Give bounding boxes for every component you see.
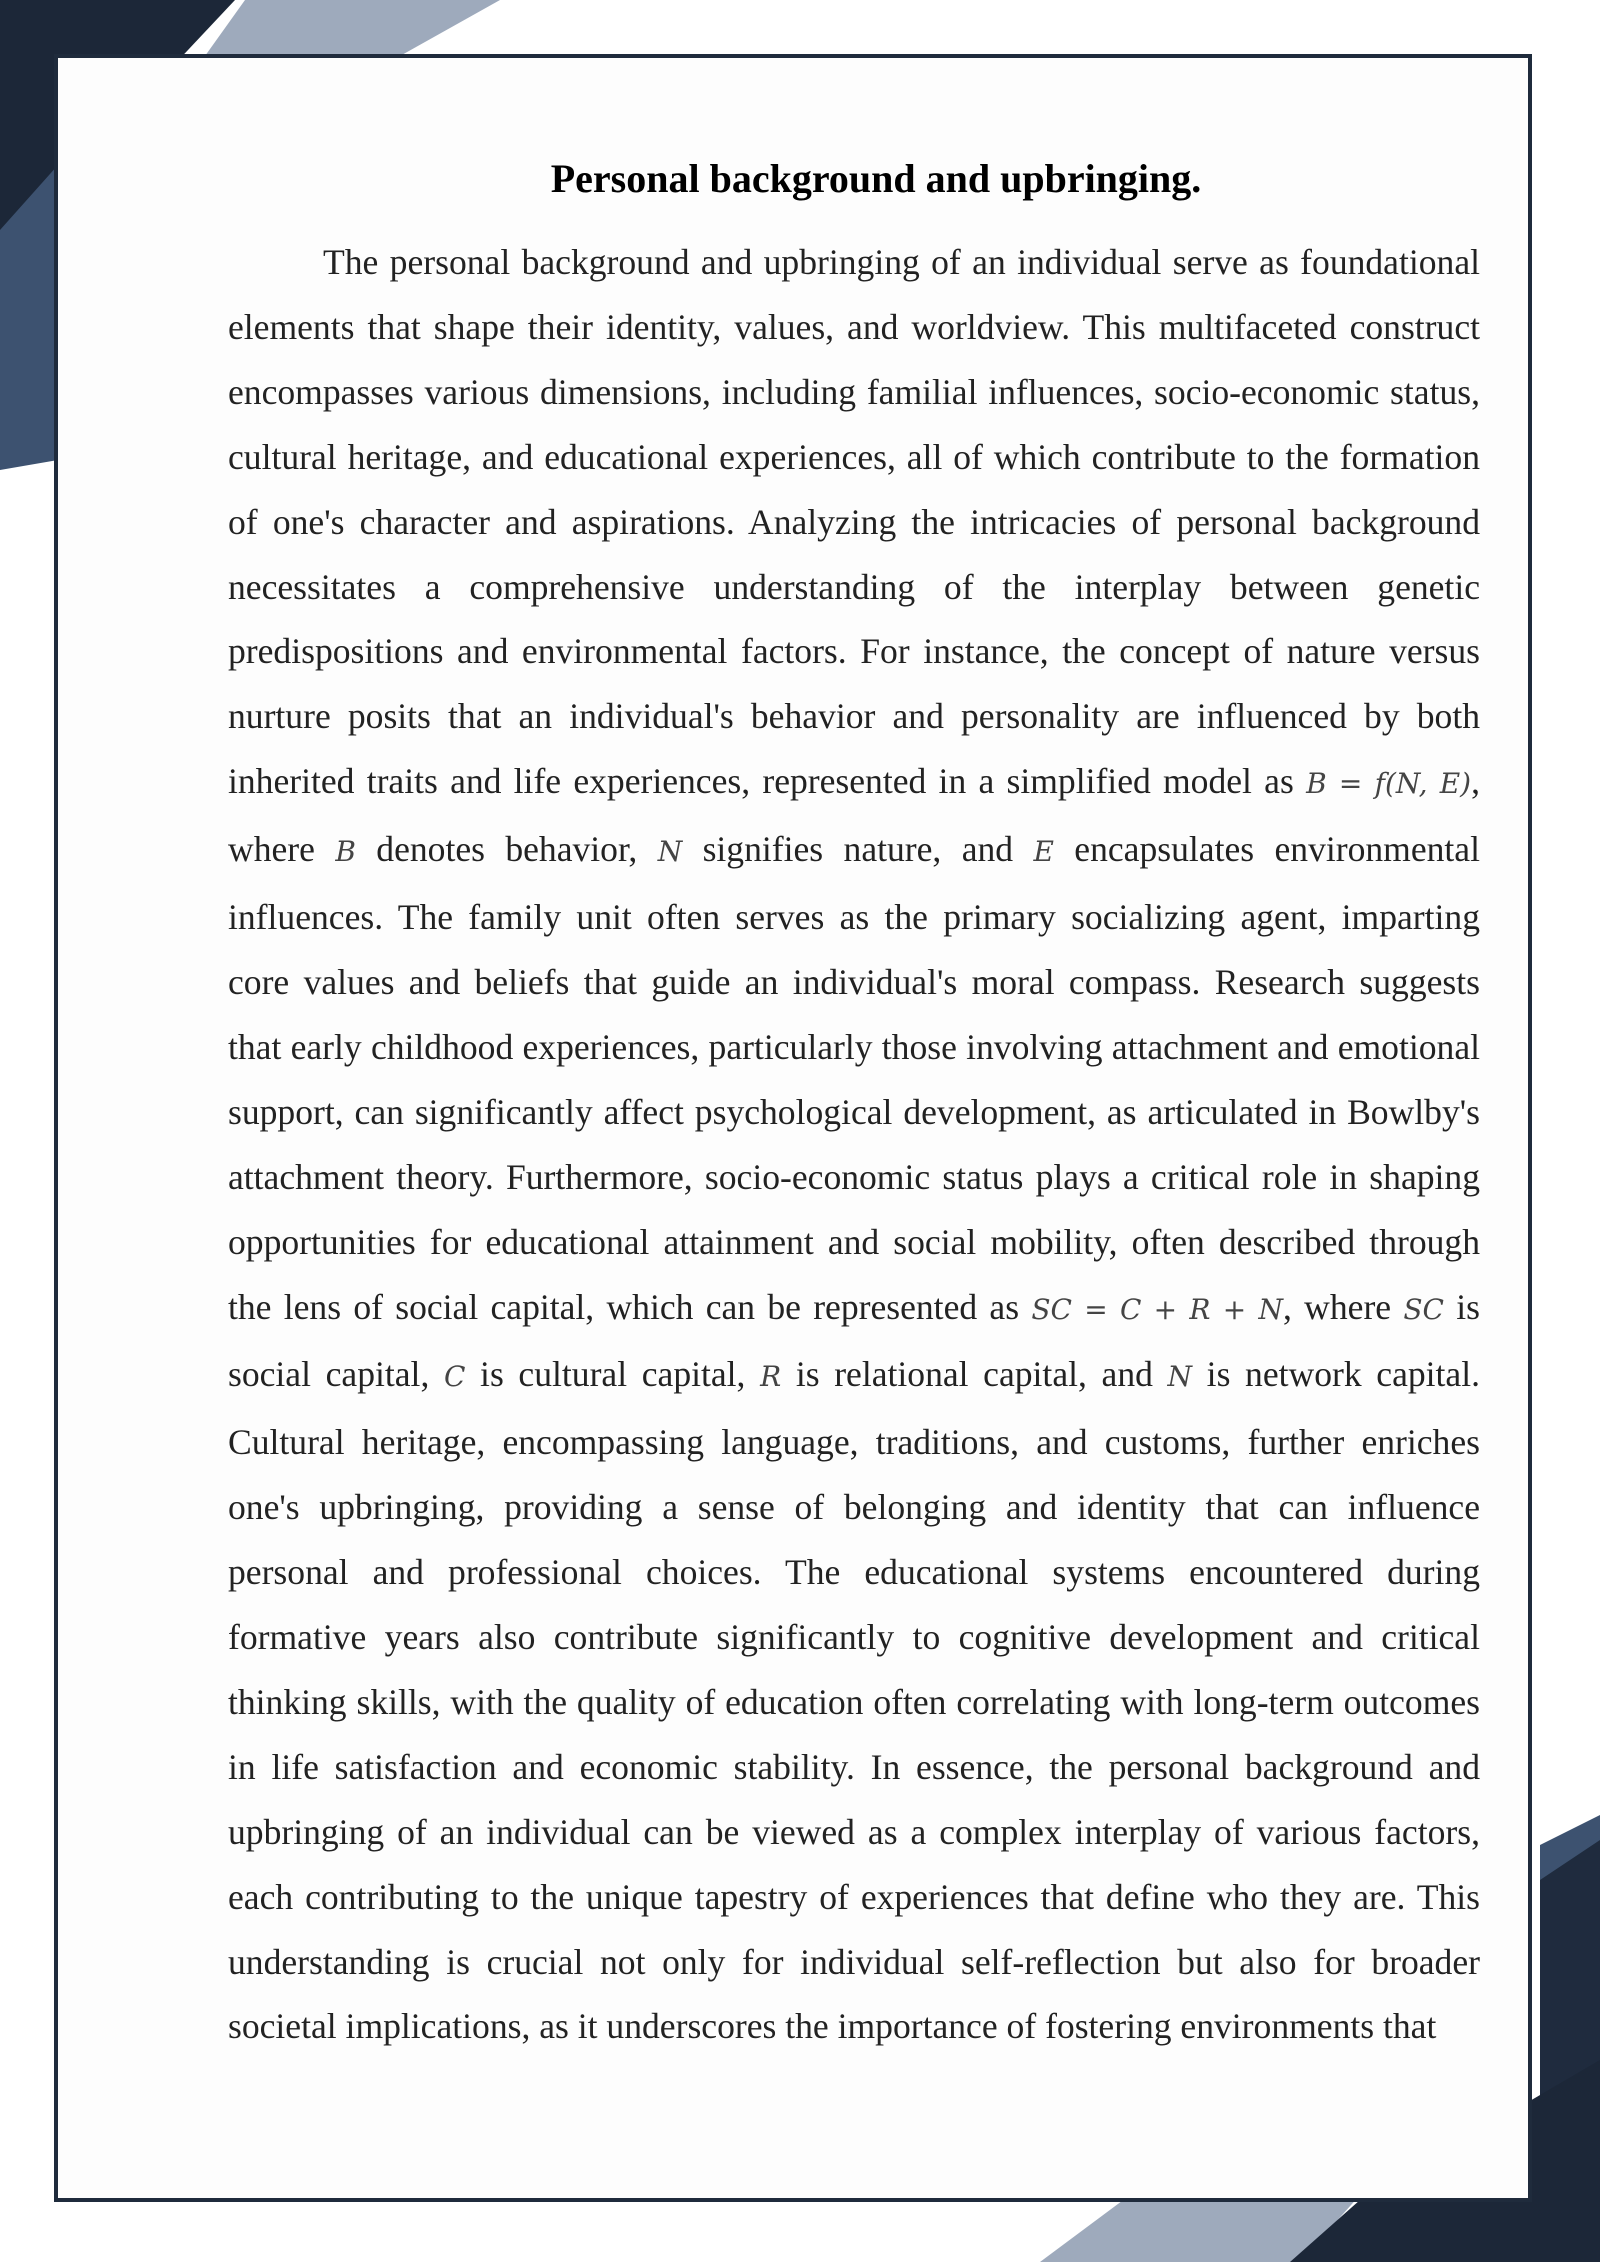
variable-e: E (1033, 835, 1054, 869)
variable-c: C (443, 1360, 466, 1394)
paragraph-text: signifies nature, and (682, 829, 1034, 870)
variable-n-network: N (1167, 1360, 1193, 1394)
paragraph-text: is cultural capital, (465, 1354, 761, 1395)
document-body (228, 140, 1480, 2059)
body-paragraph (228, 230, 1480, 2059)
paragraph-text: is relational capital, and (781, 1354, 1168, 1395)
document-title: Personal background and upbringing. (550, 156, 1202, 201)
social-capital-formula: SC = C + R + N (1031, 1292, 1284, 1326)
behavior-formula: B = f(N, E) (1306, 767, 1472, 801)
variable-n: N (657, 835, 683, 869)
corner-shape-top-left-light (205, 0, 500, 56)
variable-r: R (760, 1360, 782, 1394)
paragraph-text: is network capital. Cultural heritage, encompassing language, traditions, and customs, further enriches one's upbringing, providing a sense of belonging and identity that can influence personal and professional choices. The educational systems encountered during formative years also contribute significantly to cognitive development and critical thinking skills, with the quality of education often correlating with long-term outcomes in life satisfaction and economic stability. In essence, the personal background and upbringing of an individual can be viewed as a complex interplay of various factors, each contributing to the unique tapestry of experiences that define who they are. This understanding is crucial not only for individual self-reflection but also for broader societal implications, as it underscores the importance of fostering environments that (228, 1354, 1480, 2047)
paragraph-text: encapsulates environmental influences. The family unit often serves as the primary socializing agent, imparting core values and beliefs that guide an individual's moral compass. Research suggests that early childhood experiences, particularly those involving attachment and emotional support, can significantly affect psychological development, as articulated in Bowlby's attachment theory. Furthermore, socio-economic status plays a critical role in shaping opportunities for educational attainment and social mobility, often described through the lens of social capital, which can be represented as (228, 829, 1480, 1327)
paragraph-text: , where (228, 761, 1480, 870)
variable-b: B (335, 835, 356, 869)
paragraph-text: denotes behavior, (355, 829, 658, 870)
paragraph-text: is social capital, (228, 1286, 1480, 1395)
paragraph-text: , where (1283, 1286, 1404, 1327)
variable-sc: SC (1403, 1292, 1444, 1326)
paragraph-text: The personal background and upbringing of an individual serve as foundational elements that shape their identity, values, and worldview. This multifaceted construct encompasses various dimensions, including familial influences, socio-economic status, cultural heritage, and educational experiences, all of which contribute to the formation of one's character and aspirations. Analyzing the intricacies of personal background necessitates a comprehensive understanding of the interplay between genetic predispositions and environmental factors. For instance, the concept of nature versus nurture posits that an individual's behavior and personality are influenced by both inherited traits and life experiences, represented in a simplified model as (228, 242, 1480, 802)
